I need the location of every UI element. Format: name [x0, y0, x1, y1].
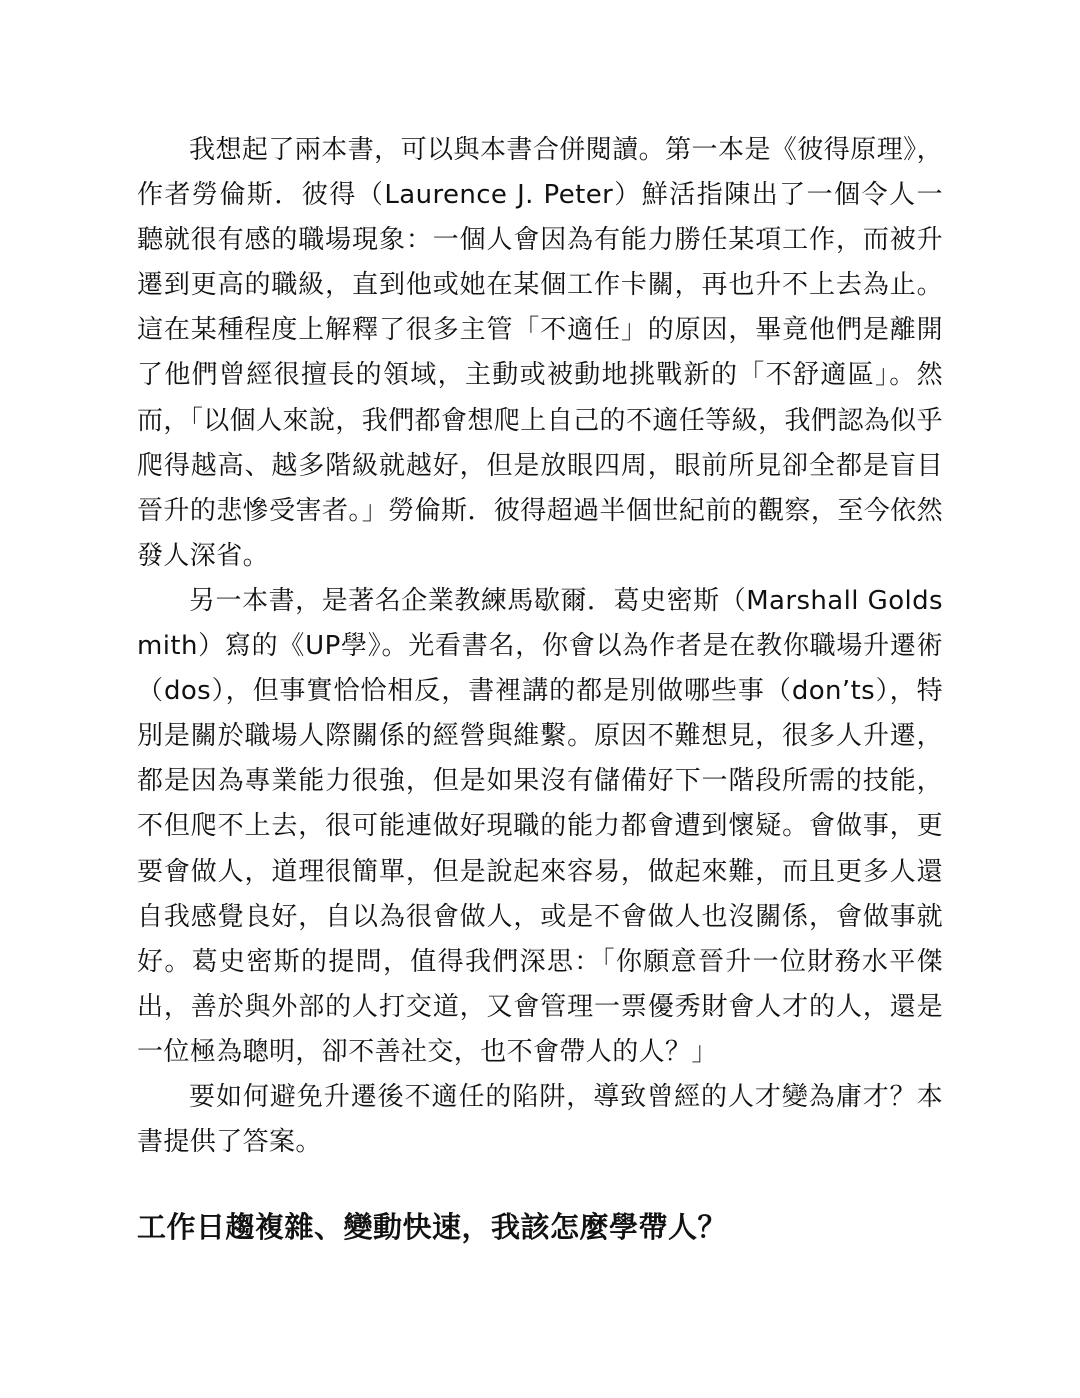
- section-heading: 工作日趨複雜、變動快速，我該怎麼學帶人？: [137, 1210, 728, 1244]
- body-text: [137, 128, 943, 1165]
- paragraph-peter-principle: 我想起了兩本書，可以與本書合併閱讀。第一本是《彼得原理》，作者勞倫斯．彼得（Laurence J. Peter）鮮活指陳出了一個令人一聽就很有感的職場現象：一個人會因為有能力勝任某項工作，而被升遷到更高的職級，直到他或她在某個工作卡關，再也升不上去為止。這在某種程度上解釋了很多主管「不適任」的原因，畢竟他們是離開了他們曾經很擅長的領域，主動或被動地挑戰新的「不舒適區」。然而，「以個人來說，我們都會想爬上自己的不適任等級，我們認為似乎爬得越高、越多階級就越好，但是放眼四周，眼前所見卻全都是盲目晉升的悲慘受害者。」勞倫斯．彼得超過半個世紀前的觀察，至今依然發人深省。: [137, 135, 943, 571]
- paragraph-conclusion: 要如何避免升遷後不適任的陷阱，導致曾經的人才變為庸才？本書提供了答案。: [137, 1081, 943, 1158]
- paragraph-goldsmith: 另一本書，是著名企業教練馬歇爾．葛史密斯（Marshall Goldsmith）寫的《UP學》。光看書名，你會以為作者是在教你職場升遷術（dos），但事實恰恰相反，書裡講的都是別做哪些事（don’ts），特別是關於職場人際關係的經營與維繫。原因不難想見，很多人升遷，都是因為專業能力很強，但是如果沒有儲備好下一階段所需的技能，不但爬不上去，很可能連做好現職的能力都會遭到懷疑。會做事，更要會做人，道理很簡單，但是說起來容易，做起來難，而且更多人還自我感覺良好，自以為很會做人，或是不會做人也沒關係，會做事就好。葛史密斯的提問，值得我們深思：「你願意晉升一位財務水平傑出，善於與外部的人打交道，又會管理一票優秀財會人才的人，還是一位極為聰明，卻不善社交，也不會帶人的人？」: [137, 585, 943, 1067]
